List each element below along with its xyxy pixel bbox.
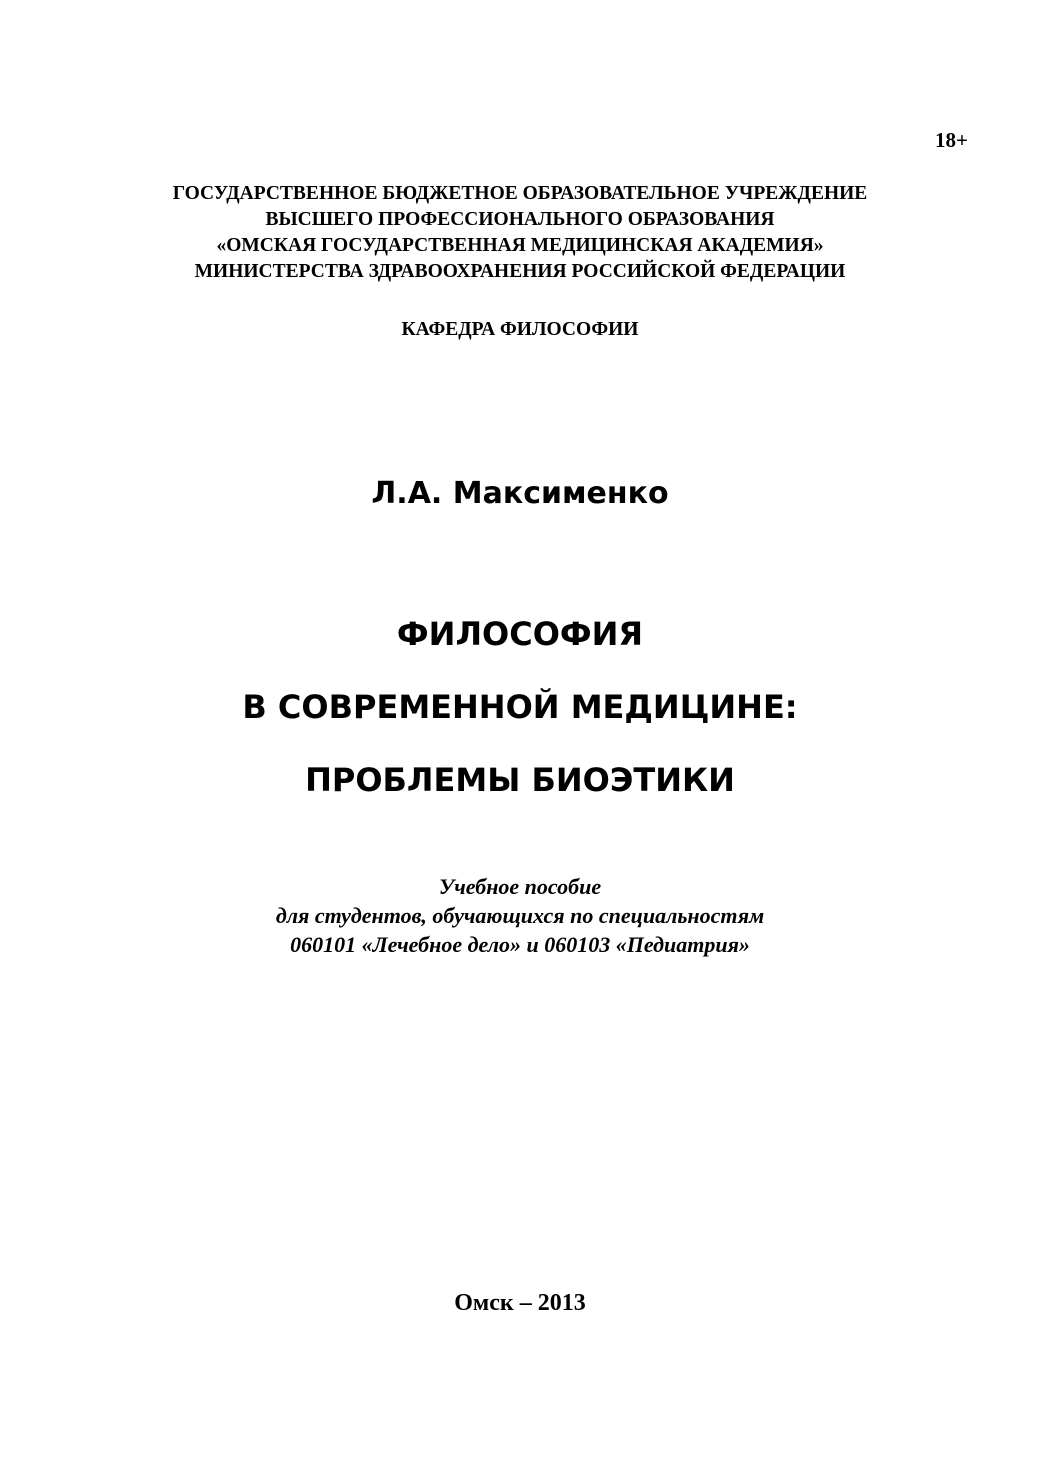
institution-line: ВЫСШЕГО ПРОФЕССИОНАЛЬНОГО ОБРАЗОВАНИЯ: [265, 209, 775, 230]
subtitle-line: Учебное пособие: [438, 874, 602, 899]
institution-line: МИНИСТЕРСТВА ЗДРАВООХРАНЕНИЯ РОССИЙСКОЙ ФЕДЕРАЦИИ: [194, 261, 846, 282]
book-title: [40, 614, 1000, 833]
institution-line: «ОМСКАЯ ГОСУДАРСТВЕННАЯ МЕДИЦИНСКАЯ АКАДЕМИЯ»: [216, 235, 824, 256]
author-name: Л.А. Максименко: [371, 476, 669, 511]
subtitle-line: 060101 «Лечебное дело» и 060103 «Педиатрия»: [290, 932, 750, 957]
title-line: ФИЛОСОФИЯ: [396, 615, 644, 653]
institution-block: [60, 181, 980, 285]
institution-line: ГОСУДАРСТВЕННОЕ БЮДЖЕТНОЕ ОБРАЗОВАТЕЛЬНОЕ УЧРЕЖДЕНИЕ: [172, 183, 868, 204]
title-line: В СОВРЕМЕННОЙ МЕДИЦИНЕ:: [242, 688, 798, 726]
title-line: ПРОБЛЕМЫ БИОЭТИКИ: [305, 761, 735, 799]
book-subtitle: [60, 872, 980, 959]
place-year: Омск – 2013: [454, 1290, 586, 1316]
age-rating: 18+: [935, 128, 968, 152]
subtitle-line: для студентов, обучающихся по специальностям: [275, 903, 765, 928]
department-name: КАФЕДРА ФИЛОСОФИИ: [401, 319, 639, 340]
